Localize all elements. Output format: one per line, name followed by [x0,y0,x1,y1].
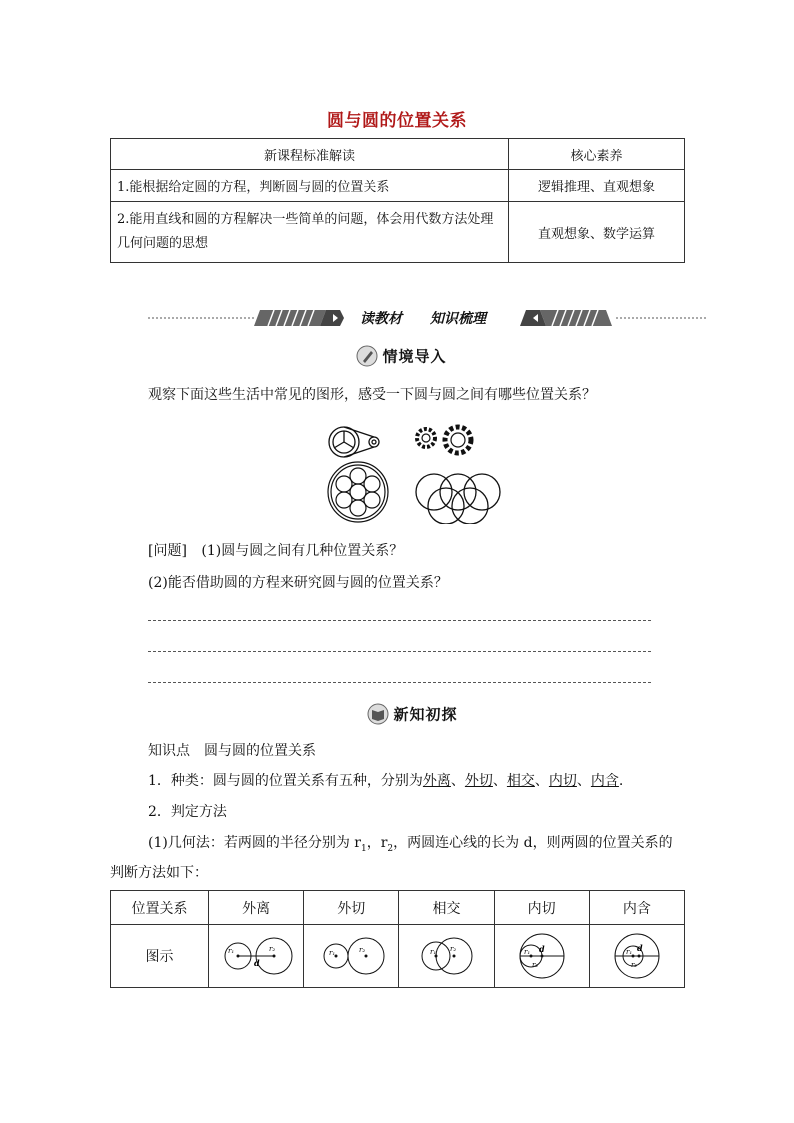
question-2: (2)能否借助圆的方程来研究圆与圆的位置关系？ [148,575,448,591]
situation-heading [356,345,446,367]
separate-circles-figure [216,931,296,981]
position-header-cell: 外离 [209,891,304,925]
page-title: 圆与圆的位置关系 [327,111,467,131]
r1-label: r₁ [430,948,437,956]
knowledge-point-title: 知识点 圆与圆的位置关系 [148,743,316,759]
answer-line [148,682,651,683]
subscript-1: 1 [360,843,367,854]
r2-label: r₂ [359,946,366,954]
r1-label: r₁ [625,948,633,956]
pen-icon [356,345,378,367]
banner-left-text: 读教材 [360,311,402,327]
book-icon [367,703,389,725]
kind-external-tangent: 外切 [464,773,493,789]
position-header-cell: 内含 [589,891,684,925]
answer-line [148,620,651,621]
r1-label: r₁ [228,947,235,955]
geometric-method-text [148,832,673,860]
answer-line [148,651,651,652]
banner-decoration [148,305,708,331]
figure-intersect [399,925,494,988]
figure-external-tangent [304,925,399,988]
separator: 、 [492,773,507,789]
position-header-cell: 外切 [304,891,399,925]
d-label: d [254,958,260,968]
kind-internal-tangent: 内切 [548,773,577,789]
figure-internal-tangent [494,925,589,988]
r2-label: r₂ [450,945,457,953]
new-knowledge-heading [367,703,457,725]
contain-figure [597,931,677,981]
life-circles-illustration [320,420,510,524]
period: . [618,773,624,789]
kinds-prefix: 1．种类：圆与圆的位置关系有五种，分别为 [148,773,423,789]
standards-table [110,138,685,263]
internal-tangent-figure [502,931,582,981]
kind-contain: 内含 [590,773,619,789]
question-1-text: (1)圆与圆之间有几种位置关系？ [201,543,404,559]
standards-cell: 逻辑推理、直观想象 [509,170,685,202]
standards-header-col1: 新课程标准解读 [111,139,509,170]
position-header-row [111,891,685,925]
new-knowledge-heading-text: 新知初探 [393,705,458,724]
standards-cell: 2.能用直线和圆的方程解决一些简单的问题，体会用代数方法处理几何问题的思想 [111,202,509,263]
r1-label: r₁ [329,949,336,957]
section-banner [148,305,708,331]
r1-label: r₁ [523,948,530,956]
method-text-b: ，r [366,835,388,851]
position-header-label: 位置关系 [111,891,209,925]
method-text-a: (1)几何法：若两圆的半径分别为 r [148,835,361,851]
question-1 [148,540,403,562]
subscript-2: 2 [387,843,394,854]
position-header-cell: 内切 [494,891,589,925]
standards-header-col2: 核心素养 [509,139,685,170]
standards-row [111,202,685,263]
kind-separate: 外离 [422,773,451,789]
external-tangent-figure [311,931,391,981]
standards-cell: 1.能根据给定圆的方程，判断圆与圆的位置关系 [111,170,509,202]
separator: 、 [576,773,591,789]
d-label: d [538,944,545,954]
standards-header-row [111,139,685,170]
position-header-cell: 相交 [399,891,494,925]
separator: 、 [450,773,465,789]
question-tag: [问题] [148,543,187,559]
standards-row [111,170,685,202]
method-text-line2: 判断方法如下： [110,865,208,881]
banner-right-text: 知识梳理 [430,311,486,327]
intro-text: 观察下面这些生活中常见的图形，感受一下圆与圆之间有哪些位置关系？ [148,387,596,403]
d-label: d [636,943,643,953]
figure-row-label: 图示 [111,925,209,988]
r2-label: r₂ [531,961,538,969]
figure-contain [589,925,684,988]
kinds-line [148,770,623,792]
kind-intersect: 相交 [506,773,535,789]
intersect-figure [406,931,486,981]
situation-heading-text: 情境导入 [382,347,447,366]
position-table [110,890,685,988]
r2-label: r₂ [630,961,638,969]
method-text-c: ，两圆连心线的长为 d，则两圆的位置关系的 [393,835,673,851]
method-heading: 2．判定方法 [148,804,227,820]
separator: 、 [534,773,549,789]
position-figure-row [111,925,685,988]
figure-separate [209,925,304,988]
r2-label: r₂ [269,945,276,953]
standards-cell: 直观想象、数学运算 [509,202,685,263]
